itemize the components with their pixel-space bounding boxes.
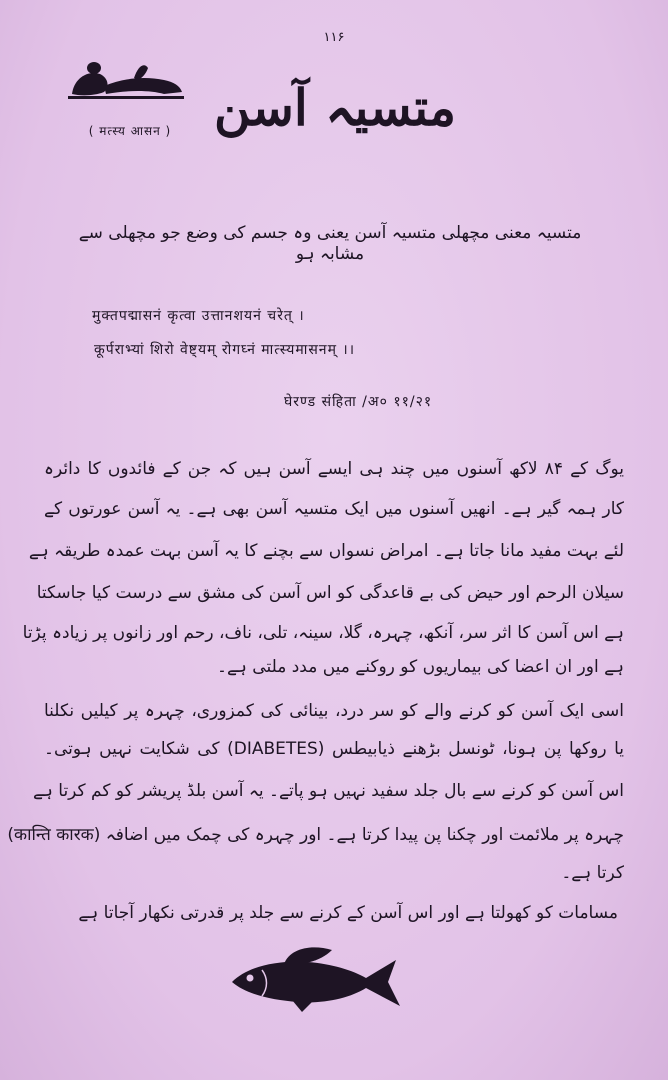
paragraph-line: اسی ایک آسن کو کرنے والے کو سر درد، بینائی کی کمزوری، چہرہ پر کیلیں نکلنا (44, 701, 624, 721)
paragraph-line: کرتا ہے۔ (561, 863, 624, 883)
paragraph-line: اس آسن کو کرنے سے بال جلد سفید نہیں ہو پاتے۔ یہ آسن بلڈ پریشر کو کم کرتا ہے (32, 781, 624, 801)
paragraph-line: یوگ کے ۸۴ لاکھ آسنوں میں چند ہی ایسے آسن ہیں کہ جن کے فائدوں کا دائرہ (44, 459, 624, 479)
paragraph-line: لئے بہت مفید مانا جاتا ہے۔ امراض نسواں سے بچنے کا یہ آسن بہت عمدہ طریقہ ہے (28, 541, 624, 561)
paragraph-line: کار ہمہ گیر ہے۔ انھیں آسنوں میں ایک متسیہ آسن بھی ہے۔ یہ آسن عورتوں کے (44, 499, 624, 519)
sanskrit-verse-line-1: मुक्तपद्मासनं कृत्वा उत्तानशयनं चरेत् । (92, 308, 305, 324)
paragraph-line: سیلان الرحم اور حیض کی بے قاعدگی کو اس آسن کی مشق سے درست کیا جاسکتا (36, 583, 624, 603)
sanskrit-verse-line-2: कूर्पराभ्यां शिरो वेष्ट्यम् रोगघ्नं मात्स्यमासनम् ।। (94, 342, 356, 358)
paragraph-line: مسامات کو کھولتا ہے اور اس آسن کے کرنے سے جلد پر قدرتی نکھار آجاتا ہے (78, 903, 618, 923)
page-title: متسیہ آسن (213, 78, 457, 137)
subtitle: متسیہ معنی مچھلی متسیہ آسن یعنی وہ جسم کی وضع جو مچھلی سے مشابہ ہو (78, 223, 582, 264)
paragraph-line: ہے اور ان اعضا کی بیماریوں کو روکنے میں مدد ملتی ہے۔ (216, 657, 624, 677)
paragraph-line: ہے اس آسن کا اثر سر، آنکھ، چہرہ، گلا، سینہ، تلی، ناف، رحم اور زانوں پر زیادہ پڑتا (22, 623, 624, 643)
hindi-caption: ( मत्स्य आसन ) (88, 124, 172, 138)
page-number: ۱۱۶ (323, 30, 345, 45)
paragraph-line: چہرہ پر ملائمت اور چکنا پن پیدا کرتا ہے۔ اور چہرہ کی چمک میں اضافہ (कान्ति कारक) (7, 825, 624, 845)
verse-citation: घेरण्ड संहिता /अ० ११/२१ (284, 394, 433, 410)
paragraph-line: یا روکھا پن ہونا، ٹونسل بڑھنے ذیابیطس (DIABETES) کی شکایت نہیں ہوتی۔ (44, 739, 624, 759)
fish-illustration (228, 944, 404, 1014)
matsyasana-pose-illustration (64, 56, 188, 104)
